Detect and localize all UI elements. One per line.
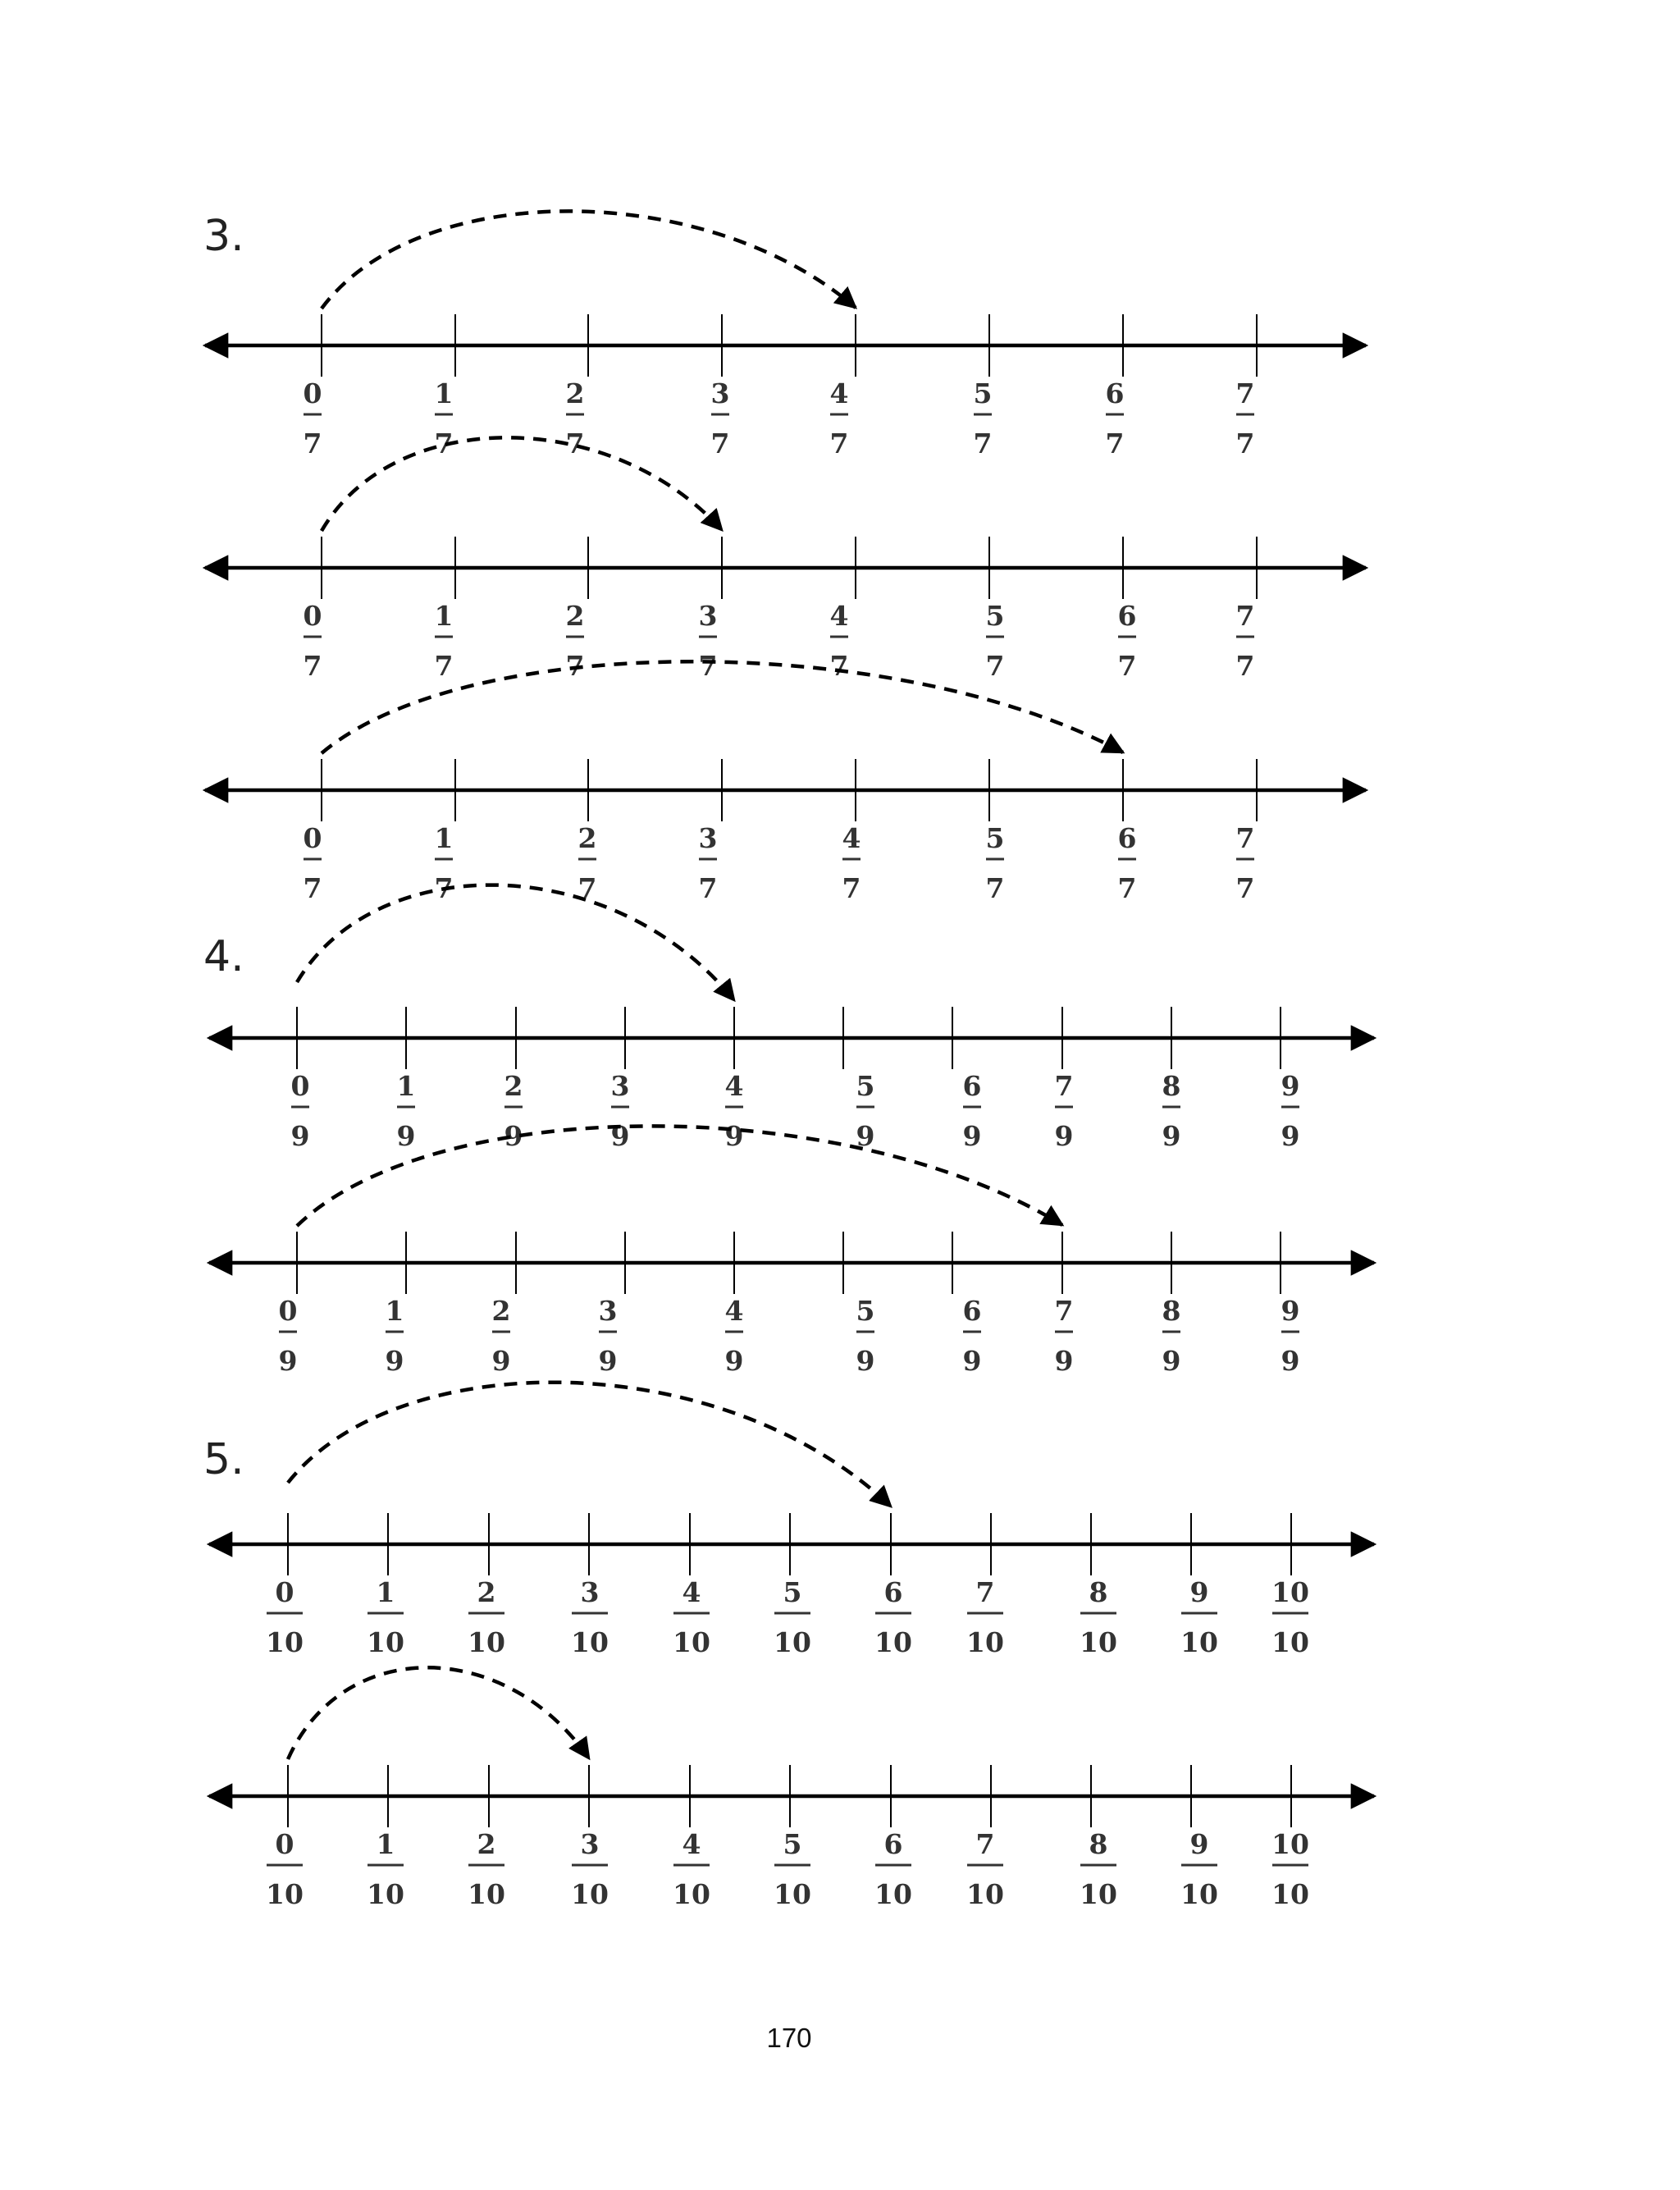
fraction-denominator: 7: [434, 650, 454, 682]
fraction-denominator: 7: [565, 650, 585, 682]
fraction-numerator: 6: [962, 1070, 982, 1102]
fraction-label: [1281, 1070, 1300, 1152]
fraction-label: [1271, 1576, 1309, 1658]
fraction-denominator: 10: [1271, 1626, 1309, 1658]
fraction-denominator: 9: [1054, 1120, 1074, 1152]
fraction-numerator: 8: [1089, 1576, 1108, 1608]
fraction-numerator: 7: [975, 1576, 995, 1608]
fraction-numerator: 2: [504, 1070, 523, 1102]
fraction-denominator: 7: [973, 427, 993, 459]
fraction-numerator: 7: [1054, 1295, 1074, 1327]
fraction-denominator: 9: [290, 1120, 310, 1152]
fraction-denominator: 10: [874, 1878, 912, 1910]
fraction-label: [963, 1070, 982, 1152]
fraction-label: [386, 1295, 404, 1377]
jump-arrow: [297, 885, 734, 1000]
fraction-numerator: 9: [1281, 1295, 1300, 1327]
fraction-numerator: 5: [783, 1576, 802, 1608]
fraction-denominator: 9: [504, 1120, 523, 1152]
fraction-denominator: 10: [367, 1878, 404, 1910]
fraction-denominator: 7: [434, 427, 454, 459]
fraction-numerator: 2: [578, 822, 597, 854]
number-line: [209, 1667, 1374, 1910]
jump-arrow: [322, 211, 856, 309]
fraction-denominator: 7: [1117, 650, 1137, 682]
fraction-numerator: 2: [477, 1828, 496, 1860]
fraction-numerator: 6: [962, 1295, 982, 1327]
fraction-denominator: 7: [829, 650, 849, 682]
fraction-label: [468, 1828, 505, 1910]
problem-number: 4.: [203, 932, 244, 981]
fraction-denominator: 9: [1281, 1345, 1300, 1377]
fraction-numerator: 6: [883, 1828, 903, 1860]
fraction-denominator: 9: [491, 1345, 511, 1377]
fraction-numerator: 3: [598, 1295, 618, 1327]
fraction-denominator: 7: [565, 427, 585, 459]
fraction-numerator: 1: [434, 822, 454, 854]
fraction-numerator: 9: [1189, 1576, 1209, 1608]
fraction-label: [492, 1295, 511, 1377]
fraction-label: [842, 822, 861, 904]
fraction-numerator: 8: [1162, 1295, 1181, 1327]
fraction-label: [1118, 822, 1137, 904]
fraction-denominator: 10: [571, 1626, 609, 1658]
fraction-label: [856, 1295, 875, 1377]
fraction-denominator: 7: [698, 650, 718, 682]
fraction-label: [611, 1070, 630, 1152]
fraction-label: [304, 822, 322, 904]
fraction-label: [725, 1070, 744, 1152]
fraction-label: [874, 1828, 912, 1910]
fraction-numerator: 2: [565, 600, 585, 632]
fraction-label: [435, 822, 454, 904]
fraction-label: [1055, 1295, 1074, 1377]
fraction-denominator: 9: [724, 1345, 744, 1377]
fraction-denominator: 7: [303, 427, 322, 459]
fraction-numerator: 3: [610, 1070, 630, 1102]
fraction-denominator: 10: [966, 1878, 1004, 1910]
fraction-denominator: 9: [724, 1120, 744, 1152]
fraction-denominator: 10: [266, 1878, 304, 1910]
fraction-numerator: 1: [376, 1828, 395, 1860]
fraction-denominator: 10: [1180, 1626, 1218, 1658]
fraction-denominator: 7: [434, 872, 454, 904]
fraction-denominator: 10: [468, 1878, 505, 1910]
fraction-numerator: 10: [1271, 1576, 1309, 1608]
fraction-label: [1236, 822, 1255, 904]
fraction-denominator: 9: [856, 1345, 875, 1377]
fraction-numerator: 3: [698, 822, 718, 854]
problem-number: 5.: [203, 1435, 244, 1484]
fraction-numerator: 3: [580, 1576, 600, 1608]
fraction-label: [1281, 1295, 1300, 1377]
fraction-denominator: 9: [856, 1120, 875, 1152]
fraction-denominator: 9: [962, 1345, 982, 1377]
number-line: [209, 885, 1374, 1152]
fraction-denominator: 9: [1162, 1120, 1181, 1152]
fraction-label: [435, 600, 454, 682]
fraction-label: [571, 1576, 609, 1658]
fraction-label: [673, 1828, 710, 1910]
page-number: 170: [766, 2023, 812, 2053]
fraction-label: [578, 822, 597, 904]
fraction-numerator: 0: [275, 1828, 294, 1860]
jump-arrow: [322, 437, 722, 531]
fraction-numerator: 4: [682, 1828, 701, 1860]
fraction-numerator: 2: [491, 1295, 511, 1327]
number-line: [205, 211, 1366, 459]
problem-4: [203, 885, 1374, 1377]
fraction-numerator: 0: [290, 1070, 310, 1102]
fraction-denominator: 10: [673, 1878, 710, 1910]
fraction-numerator: 0: [303, 600, 322, 632]
fraction-label: [1080, 1828, 1117, 1910]
fraction-denominator: 9: [385, 1345, 404, 1377]
fraction-denominator: 7: [303, 650, 322, 682]
fraction-numerator: 1: [376, 1576, 395, 1608]
fraction-denominator: 7: [710, 427, 730, 459]
fraction-label: [1180, 1828, 1218, 1910]
fraction-numerator: 4: [682, 1576, 701, 1608]
fraction-label: [874, 1576, 912, 1658]
fraction-label: [1236, 377, 1255, 459]
fraction-label: [291, 1070, 310, 1152]
fraction-numerator: 5: [985, 822, 1005, 854]
fraction-denominator: 9: [396, 1120, 416, 1152]
fraction-denominator: 9: [278, 1345, 298, 1377]
fraction-label: [571, 1828, 609, 1910]
fraction-numerator: 1: [434, 377, 454, 409]
fraction-numerator: 9: [1281, 1070, 1300, 1102]
number-line: [205, 437, 1366, 682]
fraction-numerator: 1: [434, 600, 454, 632]
fraction-numerator: 2: [477, 1576, 496, 1608]
fraction-label: [986, 822, 1005, 904]
fraction-numerator: 6: [883, 1576, 903, 1608]
fraction-label: [725, 1295, 744, 1377]
fraction-denominator: 7: [1235, 427, 1255, 459]
fraction-label: [963, 1295, 982, 1377]
fraction-denominator: 10: [1080, 1626, 1117, 1658]
fraction-denominator: 10: [774, 1878, 811, 1910]
fraction-numerator: 1: [396, 1070, 416, 1102]
fraction-label: [774, 1828, 811, 1910]
fraction-numerator: 7: [1054, 1070, 1074, 1102]
fraction-denominator: 10: [1271, 1878, 1309, 1910]
number-line: [205, 661, 1366, 904]
fraction-denominator: 7: [1235, 872, 1255, 904]
fraction-numerator: 8: [1162, 1070, 1181, 1102]
fraction-label: [856, 1070, 875, 1152]
fraction-denominator: 10: [1080, 1878, 1117, 1910]
fraction-denominator: 7: [1235, 650, 1255, 682]
jump-arrow: [288, 1667, 589, 1759]
fraction-denominator: 9: [1162, 1345, 1181, 1377]
fraction-numerator: 3: [698, 600, 718, 632]
fraction-label: [504, 1070, 523, 1152]
problem-5: [203, 1383, 1374, 1910]
fraction-label: [699, 600, 718, 682]
fraction-denominator: 7: [303, 872, 322, 904]
fraction-label: [1055, 1070, 1074, 1152]
fraction-label: [974, 377, 993, 459]
problem-number: 3.: [203, 212, 244, 261]
fraction-denominator: 7: [698, 872, 718, 904]
fraction-label: [599, 1295, 618, 1377]
fraction-label: [1162, 1295, 1181, 1377]
fraction-denominator: 10: [874, 1626, 912, 1658]
fraction-numerator: 4: [829, 600, 849, 632]
fraction-label: [435, 377, 454, 459]
fraction-numerator: 5: [783, 1828, 802, 1860]
fraction-numerator: 7: [1235, 377, 1255, 409]
jump-arrow: [288, 1383, 891, 1506]
number-line: [209, 1126, 1374, 1377]
fraction-label: [367, 1828, 404, 1910]
fraction-denominator: 7: [985, 650, 1005, 682]
fraction-label: [1118, 600, 1137, 682]
fraction-denominator: 7: [985, 872, 1005, 904]
fraction-numerator: 10: [1271, 1828, 1309, 1860]
fraction-numerator: 2: [565, 377, 585, 409]
fraction-label: [673, 1576, 710, 1658]
fraction-numerator: 7: [975, 1828, 995, 1860]
fraction-denominator: 7: [578, 872, 597, 904]
fraction-denominator: 7: [1105, 427, 1125, 459]
fraction-denominator: 10: [1180, 1878, 1218, 1910]
fraction-label: [304, 600, 322, 682]
fraction-numerator: 7: [1235, 822, 1255, 854]
fraction-label: [711, 377, 730, 459]
fraction-denominator: 10: [571, 1878, 609, 1910]
fraction-denominator: 9: [1054, 1345, 1074, 1377]
fraction-label: [266, 1576, 304, 1658]
problem-3: [203, 211, 1366, 904]
fraction-numerator: 1: [385, 1295, 404, 1327]
fraction-numerator: 3: [580, 1828, 600, 1860]
fraction-label: [966, 1828, 1004, 1910]
fraction-label: [468, 1576, 505, 1658]
fraction-label: [1080, 1576, 1117, 1658]
fraction-denominator: 10: [673, 1626, 710, 1658]
fraction-numerator: 8: [1089, 1828, 1108, 1860]
fraction-label: [1180, 1576, 1218, 1658]
fraction-numerator: 6: [1117, 822, 1137, 854]
fraction-label: [986, 600, 1005, 682]
fraction-denominator: 7: [829, 427, 849, 459]
fraction-label: [1162, 1070, 1181, 1152]
fraction-numerator: 4: [724, 1295, 744, 1327]
fraction-denominator: 9: [610, 1120, 630, 1152]
fraction-label: [774, 1576, 811, 1658]
fraction-denominator: 10: [774, 1626, 811, 1658]
fraction-label: [1271, 1828, 1309, 1910]
fraction-numerator: 5: [856, 1070, 875, 1102]
fraction-denominator: 7: [1117, 872, 1137, 904]
fraction-denominator: 9: [962, 1120, 982, 1152]
fraction-label: [830, 377, 849, 459]
fraction-numerator: 5: [973, 377, 993, 409]
fraction-label: [279, 1295, 298, 1377]
fraction-numerator: 0: [303, 822, 322, 854]
fraction-denominator: 10: [367, 1626, 404, 1658]
fraction-label: [699, 822, 718, 904]
fraction-numerator: 6: [1117, 600, 1137, 632]
fraction-denominator: 10: [468, 1626, 505, 1658]
fraction-label: [304, 377, 322, 459]
fraction-denominator: 7: [842, 872, 861, 904]
fraction-label: [966, 1576, 1004, 1658]
fraction-label: [367, 1576, 404, 1658]
fraction-denominator: 10: [266, 1626, 304, 1658]
fraction-label: [266, 1828, 304, 1910]
fraction-denominator: 9: [1281, 1120, 1300, 1152]
fraction-numerator: 4: [829, 377, 849, 409]
number-line: [209, 1383, 1374, 1658]
fraction-numerator: 9: [1189, 1828, 1209, 1860]
fraction-label: [1236, 600, 1255, 682]
fraction-denominator: 9: [598, 1345, 618, 1377]
fraction-numerator: 5: [856, 1295, 875, 1327]
fraction-numerator: 7: [1235, 600, 1255, 632]
fraction-numerator: 3: [710, 377, 730, 409]
fraction-numerator: 0: [275, 1576, 294, 1608]
fraction-numerator: 6: [1105, 377, 1125, 409]
fraction-label: [397, 1070, 416, 1152]
fraction-numerator: 0: [278, 1295, 298, 1327]
fraction-numerator: 5: [985, 600, 1005, 632]
fraction-numerator: 4: [724, 1070, 744, 1102]
fraction-label: [1106, 377, 1125, 459]
fraction-denominator: 10: [966, 1626, 1004, 1658]
fraction-numerator: 4: [842, 822, 861, 854]
fraction-numerator: 0: [303, 377, 322, 409]
